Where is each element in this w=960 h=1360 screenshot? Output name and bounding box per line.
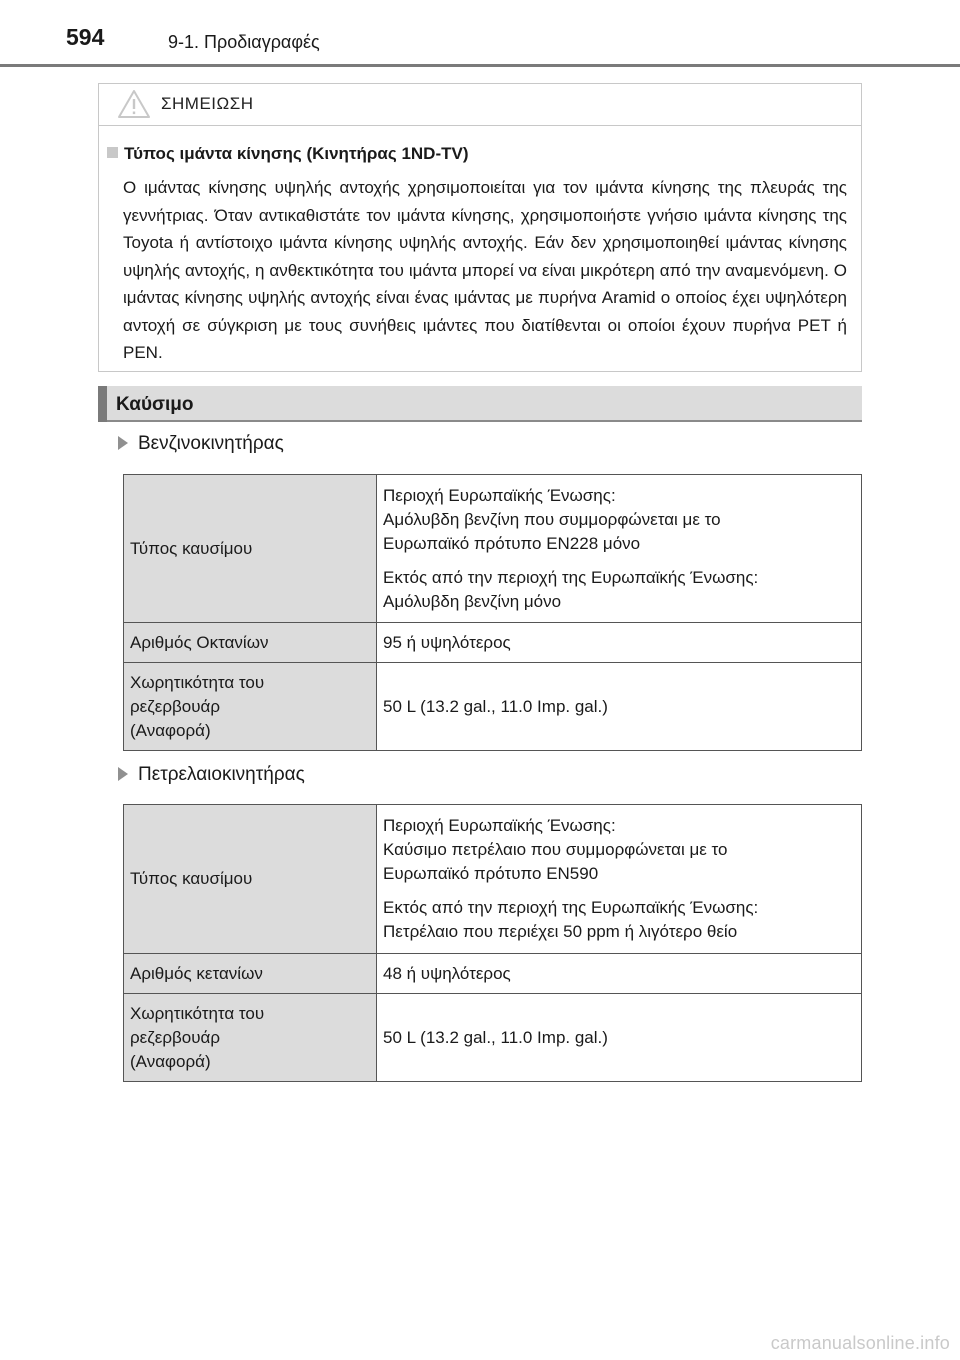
value-paragraph [383, 896, 855, 944]
note-body: Ο ιμάντας κίνησης υψηλής αντοχής χρησιμοποιείται για τον ιμάντα κίνησης της πλευράς της γεννήτριας. Όταν αντικαθιστάτε τον ιμάντα κίνησης, χρησιμοποιήστε γνήσιο ιμάντα κίνησης της Toyota ή αντίστοιχο ιμάντα κίνησης υψηλής αντοχής. Εάν δεν χρησιμοποιηθεί ιμάντας κίνησης υψηλής αντοχής, η ανθεκτικότητα του ιμάντα μπορεί να είναι μικρότερη από την αναμενόμενη. Ο ιμάντας κίνησης υψηλής αντοχής είναι ένας ιμάντας με πυρήνα Aramid ο οποίος έχει υψηλότερη αντοχή σε σύγκριση με τους συνήθεις ιμάντες που διατίθενται οι οποίοι έχουν πυρήνα PET ή PEN. [123, 178, 847, 362]
key-line: ρεζερβουάρ [130, 1027, 221, 1047]
table-value-cell: 48 ή υψηλότερος [377, 954, 862, 994]
key-line: (Αναφορά) [130, 720, 211, 740]
page-header [0, 0, 960, 68]
table-value-cell: 50 L (13.2 gal., 11.0 Imp. gal.) [377, 994, 862, 1082]
table-key-cell [124, 663, 377, 751]
value-line: Εκτός από την περιοχή της Ευρωπαϊκής Ένωσης: [383, 567, 759, 587]
diesel-heading-text: Πετρελαιοκινητήρας [138, 764, 305, 785]
key-line: ρεζερβουάρ [130, 696, 221, 716]
table-value-cell [377, 475, 862, 623]
header-divider [0, 64, 960, 67]
value-line: Εκτός από την περιοχή της Ευρωπαϊκής Ένωσης: [383, 898, 759, 917]
table-row [124, 623, 862, 663]
value-line: Αμόλυβδη βενζίνη μόνο [383, 591, 562, 611]
triangle-bullet-icon [118, 436, 128, 450]
table-value-cell: 50 L (13.2 gal., 11.0 Imp. gal.) [377, 663, 862, 751]
watermark: carmanualsonline.info [770, 1333, 950, 1353]
value-line: Περιοχή Ευρωπαϊκής Ένωσης: [383, 485, 616, 505]
key-line: Χωρητικότητα του [130, 672, 265, 692]
note-label: ΣΗΜΕΙΩΣΗ [161, 94, 254, 113]
value-line: Πετρέλαιο που περιέχει 50 ppm ή λιγότερο θείο [383, 922, 738, 941]
value-line: Περιοχή Ευρωπαϊκής Ένωσης: [383, 816, 616, 835]
warning-triangle-icon [117, 89, 151, 119]
square-bullet-icon [107, 147, 118, 158]
key-line: Χωρητικότητα του [130, 1003, 265, 1023]
value-paragraph [383, 566, 855, 614]
value-paragraph [383, 814, 855, 886]
table-value-cell [377, 805, 862, 954]
section-title: 9-1. Προδιαγραφές [168, 32, 320, 52]
table-row [124, 994, 862, 1082]
note-header [99, 84, 861, 126]
value-line: Αμόλυβδη βενζίνη που συμμορφώνεται με το [383, 509, 721, 529]
table-row [124, 805, 862, 954]
value-line: Ευρωπαϊκό πρότυπο EN590 [383, 864, 599, 883]
key-line: (Αναφορά) [130, 1051, 211, 1071]
diesel-spec-table [123, 804, 862, 1082]
petrol-spec-table [123, 474, 862, 751]
section-marker [98, 386, 107, 422]
table-row [124, 663, 862, 751]
petrol-heading [118, 433, 284, 455]
value-paragraph [383, 484, 855, 556]
note-box [98, 83, 862, 372]
table-key-cell: Αριθμός Οκτανίων [124, 623, 377, 663]
table-row [124, 475, 862, 623]
table-key-cell [124, 994, 377, 1082]
note-subheading [107, 144, 469, 164]
table-key-cell: Αριθμός κετανίων [124, 954, 377, 994]
fuel-section-header [98, 386, 862, 422]
triangle-bullet-icon [118, 767, 128, 781]
note-subheading-text: Τύπος ιμάντα κίνησης (Κινητήρας 1ND-TV) [124, 144, 469, 163]
diesel-heading [118, 764, 305, 786]
page-number: 594 [66, 24, 105, 50]
petrol-heading-text: Βενζινοκινητήρας [138, 433, 284, 454]
value-line: Καύσιμο πετρέλαιο που συμμορφώνεται με το [383, 840, 728, 859]
fuel-section-title: Καύσιμο [116, 394, 194, 415]
table-key-cell: Τύπος καυσίμου [124, 805, 377, 954]
table-value-cell: 95 ή υψηλότερος [377, 623, 862, 663]
table-key-cell: Τύπος καυσίμου [124, 475, 377, 623]
value-line: Ευρωπαϊκό πρότυπο EN228 μόνο [383, 533, 641, 553]
table-row [124, 954, 862, 994]
